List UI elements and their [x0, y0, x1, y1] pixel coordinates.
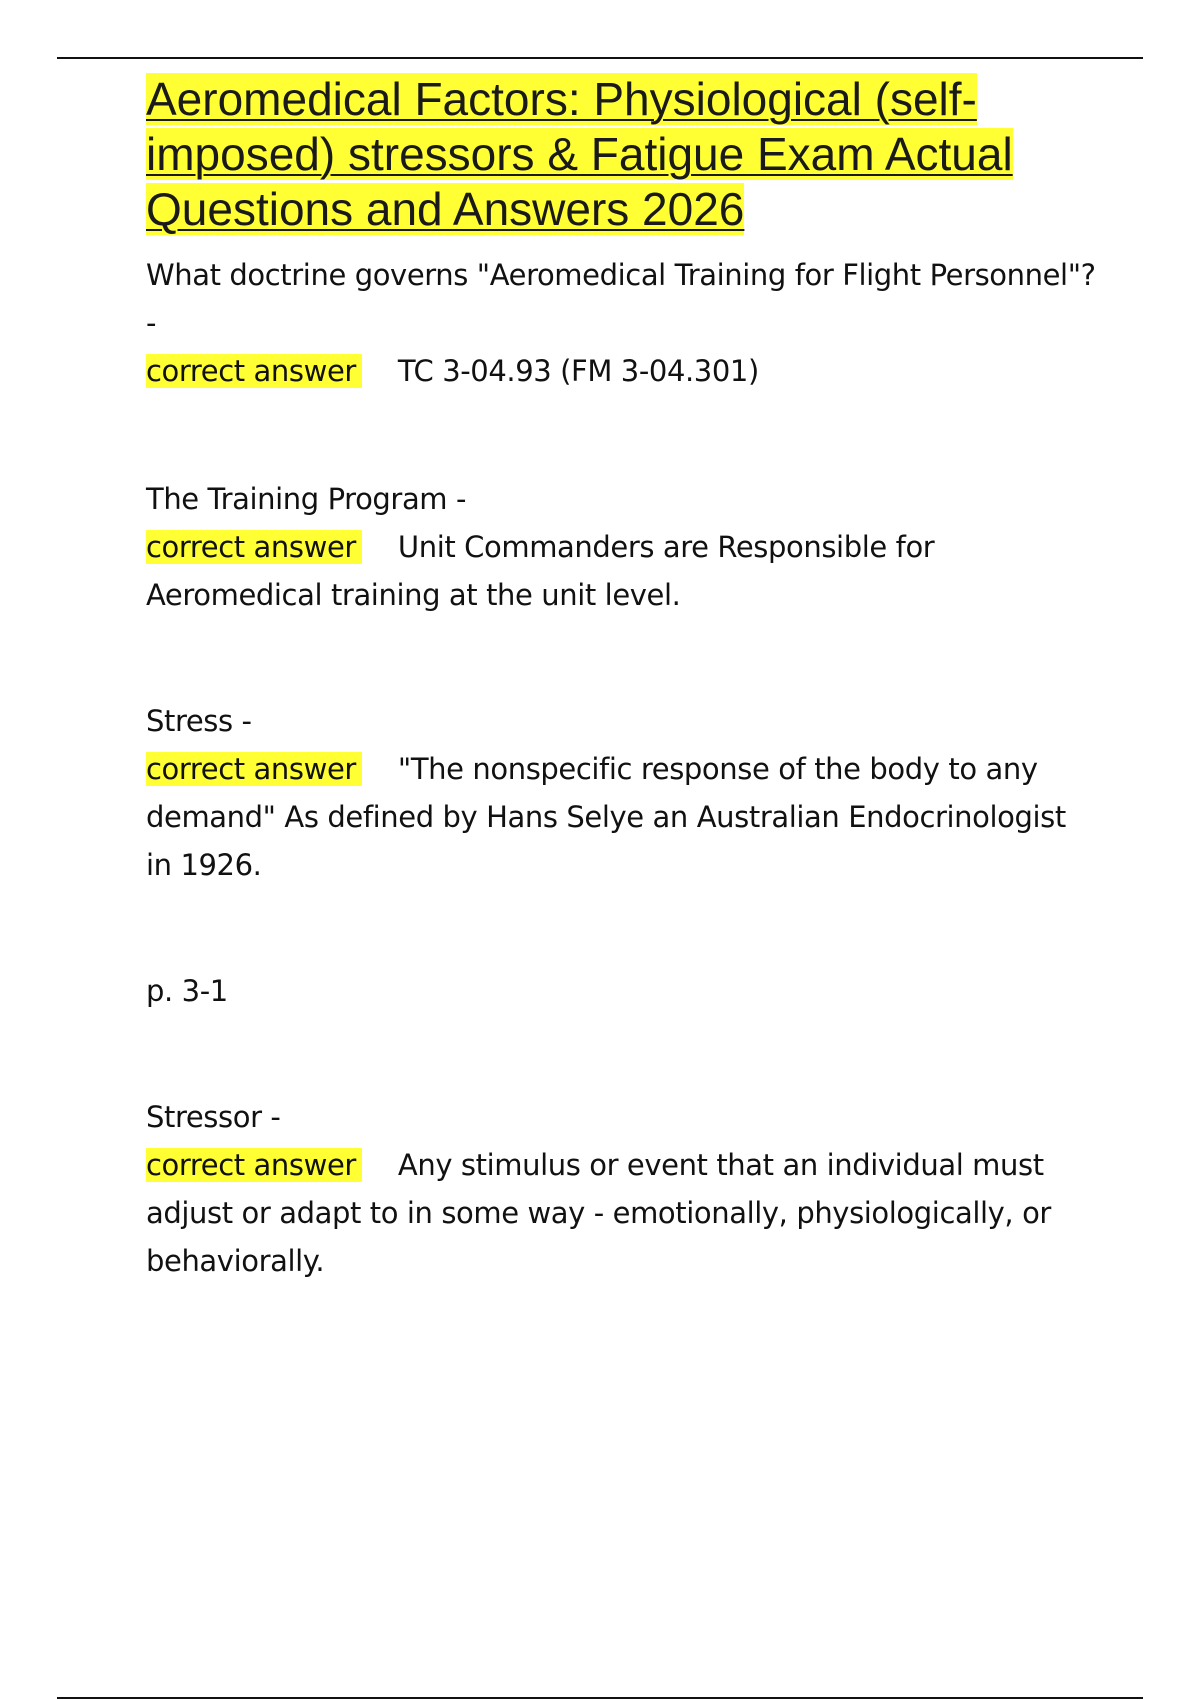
answer-label: correct answer [146, 752, 362, 786]
spacer [146, 619, 1096, 697]
question-text: Stress - [146, 704, 252, 738]
question-text: Stressor - [146, 1100, 281, 1134]
document-body [146, 72, 1096, 1285]
question-text: The Training Program - [146, 482, 467, 516]
spacer [146, 1015, 1096, 1093]
page-reference: p. 3-1 [146, 974, 228, 1008]
qa-item-3 [146, 697, 1096, 1015]
qa-item-1 [146, 251, 1096, 395]
answer-line [146, 523, 1096, 619]
spacer [146, 395, 1096, 475]
answer-label: correct answer [146, 1148, 362, 1182]
spacer [146, 889, 1096, 967]
answer-line [146, 1141, 1096, 1285]
qa-item-4 [146, 1093, 1096, 1285]
bottom-rule [57, 1697, 1143, 1699]
answer-label: correct answer [146, 354, 362, 388]
answer-text: Any stimulus or event that an individual must adjust or adapt to in some way - emotionally, physiologically, or behaviorally. [146, 1148, 1051, 1278]
qa-item-2 [146, 475, 1096, 619]
top-rule [57, 57, 1143, 59]
answer-line [146, 745, 1096, 889]
question-text: What doctrine governs "Aeromedical Training for Flight Personnel"? [146, 258, 1096, 292]
answer-text: TC 3-04.93 (FM 3-04.301) [397, 354, 759, 388]
question-suffix: - [146, 306, 157, 340]
document-title [146, 72, 1096, 237]
answer-text: Unit Commanders are Responsible for Aeromedical training at the unit level. [146, 530, 935, 612]
answer-text: "The nonspecific response of the body to any demand" As defined by Hans Selye an Australian Endocrinologist in 1926. [146, 752, 1066, 882]
answer-label: correct answer [146, 530, 362, 564]
qa-list [146, 251, 1096, 1285]
answer-line [146, 347, 1096, 395]
document-title-text: Aeromedical Factors: Physiological (self-imposed) stressors & Fatigue Exam Actual Questions and Answers 2026 [146, 73, 1013, 235]
